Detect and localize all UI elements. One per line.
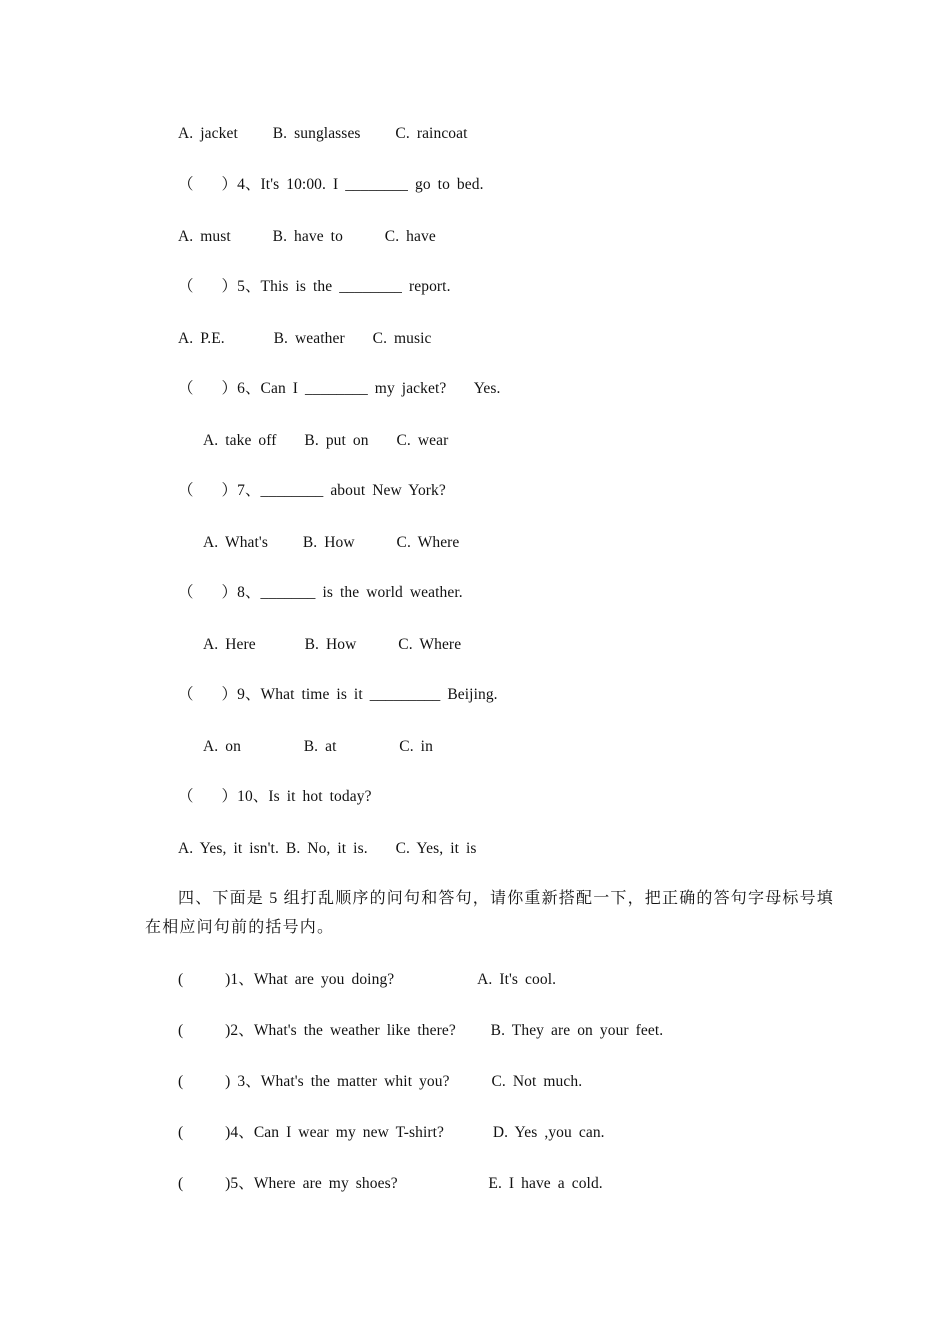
- q6-options: A. take off B. put on C. wear: [203, 432, 449, 449]
- match-row: ( ) 3、What's the matter whit you? C. Not much.: [178, 1073, 583, 1090]
- question-10: （ ）10、Is it hot today?: [178, 788, 372, 805]
- q3-options: A. jacket B. sunglasses C. raincoat: [178, 125, 468, 142]
- question-8: （ ）8、_______ is the world weather.: [178, 584, 463, 601]
- question-9: （ ）9、What time is it _________ Beijing.: [178, 686, 498, 703]
- question-5: （ ）5、This is the ________ report.: [178, 278, 451, 295]
- q7-options: A. What's B. How C. Where: [203, 534, 460, 551]
- match-row: ( )2、What's the weather like there? B. They are on your feet.: [178, 1022, 664, 1039]
- q4-options: A. must B. have to C. have: [178, 228, 436, 245]
- section-4-title-cont: 在相应问句前的括号内。: [145, 919, 335, 936]
- section-4-title: 四、下面是 5 组打乱顺序的问句和答句，请你重新搭配一下，把正确的答句字母标号填: [178, 890, 835, 907]
- q5-options: A. P.E. B. weather C. music: [178, 330, 432, 347]
- match-row: ( )1、What are you doing? A. It's cool.: [178, 971, 557, 988]
- match-row: ( )5、Where are my shoes? E. I have a cold.: [178, 1175, 603, 1192]
- q9-options: A. on B. at C. in: [203, 738, 433, 755]
- question-7: （ ）7、________ about New York?: [178, 482, 446, 499]
- match-row: ( )4、Can I wear my new T-shirt? D. Yes ,you can.: [178, 1124, 605, 1141]
- question-4: （ ）4、It's 10:00. I ________ go to bed.: [178, 176, 484, 193]
- q10-options: A. Yes, it isn't. B. No, it is. C. Yes, it is: [178, 840, 477, 857]
- question-6: （ ）6、Can I ________ my jacket? Yes.: [178, 380, 501, 397]
- q8-options: A. Here B. How C. Where: [203, 636, 462, 653]
